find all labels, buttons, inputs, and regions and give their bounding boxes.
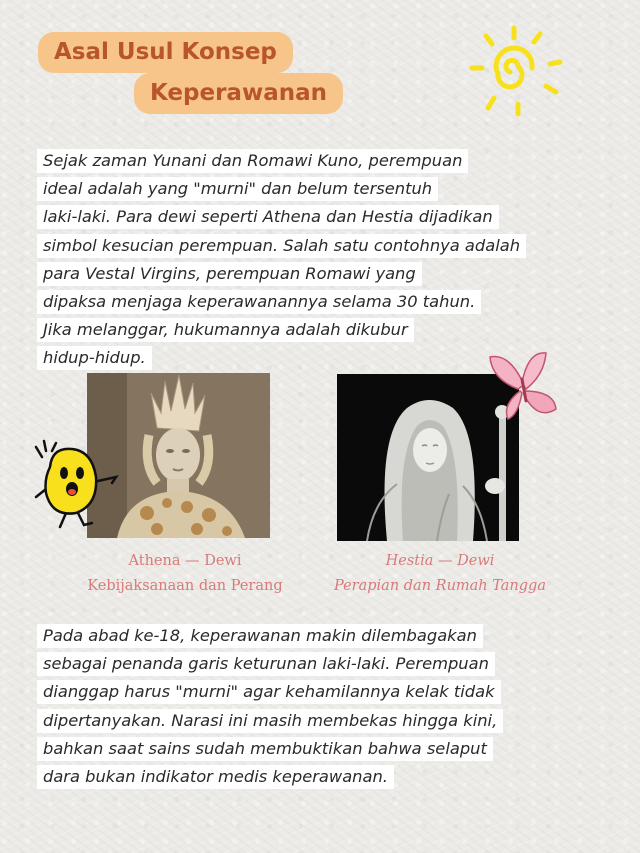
intro-line: ideal adalah yang "murni" dan belum tersentuh xyxy=(37,177,438,201)
closing-line: Pada abad ke-18, keperawanan makin dilembagakan xyxy=(37,624,483,648)
intro-line: Jika melanggar, hukumannya adalah dikubur xyxy=(37,318,414,342)
caption-line: Hestia — Dewi xyxy=(385,553,495,569)
intro-line: dipaksa menjaga keperawanannya selama 30 tahun. xyxy=(37,290,481,314)
closing-line: bahkan saat sains sudah membuktikan bahwa selaput xyxy=(37,737,493,761)
sun-doodle-icon xyxy=(462,22,574,122)
butterfly-icon xyxy=(488,349,558,423)
intro-line: simbol kesucian perempuan. Salah satu contohnya adalah xyxy=(37,234,526,258)
caption-line: Perapian dan Rumah Tangga xyxy=(334,578,546,594)
intro-line: Sejak zaman Yunani dan Romawi Kuno, perempuan xyxy=(37,149,468,173)
athena-caption xyxy=(72,549,298,599)
title-line-1: Asal Usul Konsep xyxy=(38,32,293,73)
closing-paragraph xyxy=(37,624,503,793)
intro-line: para Vestal Virgins, perempuan Romawi yang xyxy=(37,262,422,286)
intro-line: laki-laki. Para dewi seperti Athena dan Hestia dijadikan xyxy=(37,205,499,229)
hestia-caption xyxy=(322,549,558,599)
lemon-character-icon xyxy=(32,437,122,529)
title-line-2: Keperawanan xyxy=(134,73,343,114)
closing-line: dipertanyakan. Narasi ini masih membekas hingga kini, xyxy=(37,709,503,733)
caption-line: Athena — Dewi xyxy=(128,553,242,569)
closing-line: dianggap harus "murni" agar kehamilannya kelak tidak xyxy=(37,680,501,704)
intro-line: hidup-hidup. xyxy=(37,346,152,370)
intro-paragraph xyxy=(37,149,526,375)
closing-line: sebagai penanda garis keturunan laki-laki. Perempuan xyxy=(37,652,495,676)
caption-line: Kebijaksanaan dan Perang xyxy=(87,578,283,594)
closing-line: dara bukan indikator medis keperawanan. xyxy=(37,765,394,789)
